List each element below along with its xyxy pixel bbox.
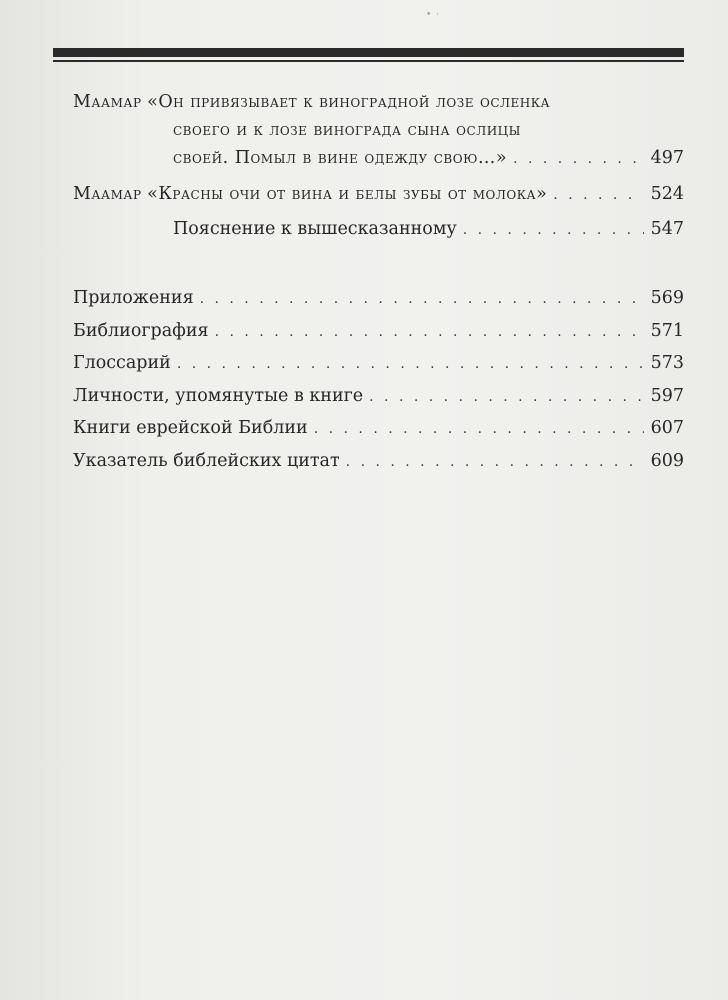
entry-title: Приложения [73, 288, 194, 308]
entry-title: Библиография [73, 320, 209, 341]
dot-leader [513, 145, 644, 173]
dot-leader [553, 181, 644, 209]
maamar-title-line-2: своего и к лозе винограда сына ослицы [173, 120, 521, 140]
dot-leader [463, 216, 644, 244]
page-number: 571 [650, 320, 684, 341]
entry-title: Глоссарий [73, 353, 171, 373]
header-thin-rule [53, 60, 684, 62]
page-number: 497 [650, 148, 684, 168]
toc-entry-persons[interactable] [73, 382, 684, 411]
page-number: 597 [650, 385, 684, 406]
maamar-title-line-1: «Он привязывает к виноградной лозе осленка [147, 92, 551, 112]
toc-entry-appendix[interactable] [73, 284, 684, 313]
page-top-mark: • · [426, 10, 441, 20]
page-number: 569 [650, 288, 684, 308]
page-number: 524 [650, 184, 684, 204]
entry-title: Книги еврейской Библии [73, 418, 308, 438]
maamar-label: Маамар [73, 184, 142, 204]
toc-entry-maamar-2[interactable] [73, 180, 684, 209]
toc-entry-bibliography[interactable] [73, 317, 684, 346]
page-number: 573 [650, 353, 684, 373]
section-gap [73, 244, 684, 284]
page-number: 607 [650, 418, 684, 438]
dot-leader [346, 448, 644, 476]
dot-leader [200, 285, 644, 313]
toc-entry-glossary[interactable] [73, 349, 684, 378]
maamar-title-line-3: своей. Помыл в вине одежду свою…» [173, 148, 508, 168]
maamar-label: Маамар [73, 92, 142, 112]
dot-leader [177, 350, 644, 378]
dot-leader [369, 383, 644, 411]
dot-leader [314, 415, 644, 443]
page-number: 547 [650, 219, 684, 239]
maamar-title: «Красны очи от вина и белы зубы от молока» [147, 184, 548, 204]
toc-entry-explanation[interactable] [73, 215, 684, 244]
table-of-contents [73, 88, 684, 479]
toc-entry-citation-index[interactable] [73, 447, 684, 476]
entry-title: Личности, упомянутые в книге [73, 385, 364, 406]
header-thick-rule [53, 48, 684, 57]
entry-title: Указатель библейских цитат [73, 450, 340, 471]
toc-entry-bible-books[interactable] [73, 414, 684, 443]
toc-entry-maamar-1[interactable] [73, 88, 684, 173]
dot-leader [215, 318, 644, 346]
page-number: 609 [650, 450, 684, 471]
entry-title: Пояснение к вышесказанному [173, 219, 457, 239]
